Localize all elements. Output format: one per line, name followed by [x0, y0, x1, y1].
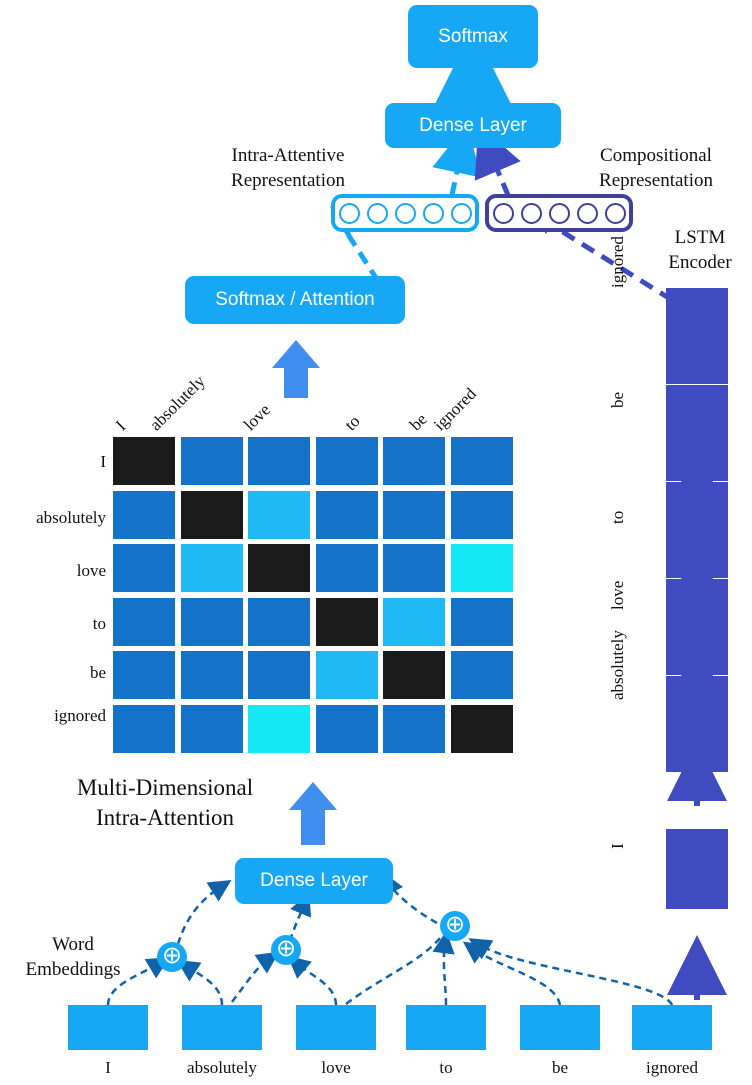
attention-cell-absolutely-love: [248, 491, 310, 539]
capsule-unit: [395, 203, 416, 224]
attention-cell-ignored-to: [316, 705, 378, 753]
embedding-box-ignored[interactable]: [632, 1005, 712, 1050]
matrix-row-label-to: to: [92, 614, 106, 633]
lstm-cell-ignored[interactable]: [666, 288, 728, 384]
attention-cell-absolutely-ignored: [451, 491, 513, 539]
attention-cell-ignored-ignored: [451, 705, 513, 753]
compositional-label: [566, 143, 746, 193]
softmax-top-label: Softmax: [438, 25, 508, 47]
input-word-i: I: [105, 1058, 111, 1077]
dense-bottom-box[interactable]: [235, 858, 393, 904]
intra-attentive-line1: Intra-Attentive: [231, 145, 345, 166]
matrix-col-label-i: I: [111, 416, 130, 435]
embedding-box-be[interactable]: [520, 1005, 600, 1050]
input-word-love: love: [321, 1058, 351, 1077]
lstm-word-label-be: be: [608, 391, 627, 408]
capsule-unit: [493, 203, 514, 224]
attention-cell-to-to: [316, 598, 378, 646]
capsule-unit: [339, 203, 360, 224]
multi-dim-line2: Intra-Attention: [96, 805, 234, 830]
word-embeddings-line1: Word: [52, 934, 94, 955]
softmax-attention-box[interactable]: [185, 276, 405, 324]
attention-cell-be-to: [316, 651, 378, 699]
matrix-col-label-love: love: [239, 400, 274, 435]
attention-cell-to-absolutely: [181, 598, 243, 646]
attention-cell-love-absolutely: [181, 544, 243, 592]
compositional-line1: Compositional: [600, 145, 712, 166]
attention-cell-ignored-be: [383, 705, 445, 753]
softmax-top-box[interactable]: [408, 5, 538, 68]
intra-attentive-line2: Representation: [231, 170, 345, 191]
capsule-unit: [451, 203, 472, 224]
word-embeddings-line2: Embeddings: [25, 959, 121, 980]
attention-cell-love-I: [113, 544, 175, 592]
attention-cell-to-be: [383, 598, 445, 646]
lstm-cell-love[interactable]: [666, 579, 728, 675]
matrix-row-label-absolutely: absolutely: [36, 508, 106, 527]
intra-attentive-label: [198, 143, 378, 193]
capsule-unit: [423, 203, 444, 224]
attention-cell-I-I: [113, 437, 175, 485]
lstm-word-label-absolutely: absolutely: [608, 630, 627, 700]
dense-top-box[interactable]: [385, 103, 561, 148]
embedding-box-i[interactable]: [68, 1005, 148, 1050]
attention-cell-absolutely-I: [113, 491, 175, 539]
intra-attentive-capsule[interactable]: [331, 194, 479, 232]
capsule-unit: [367, 203, 388, 224]
sum-node-1: ⊕: [157, 942, 187, 972]
lstm-word-label-ignored: ignored: [608, 236, 627, 288]
attention-cell-to-love: [248, 598, 310, 646]
attention-cell-to-I: [113, 598, 175, 646]
capsule-unit: [521, 203, 542, 224]
attention-cell-I-absolutely: [181, 437, 243, 485]
matrix-row-label-love: love: [76, 561, 106, 580]
sum-node-2: ⊕: [271, 935, 301, 965]
attention-cell-I-ignored: [451, 437, 513, 485]
matrix-row-label-i: I: [100, 452, 106, 471]
input-word-absolutely: absolutely: [187, 1058, 257, 1077]
lstm-cell-i[interactable]: [666, 829, 728, 909]
embedding-box-to[interactable]: [406, 1005, 486, 1050]
attention-cell-be-ignored: [451, 651, 513, 699]
lstm-cell-absolutely[interactable]: [666, 676, 728, 772]
lstm-word-label-i: I: [608, 843, 627, 849]
attention-cell-I-love: [248, 437, 310, 485]
matrix-row-label-ignored: ignored: [54, 706, 106, 725]
lstm-word-label-to: to: [608, 510, 627, 524]
multi-dimensional-intra-attention-label: [40, 773, 290, 833]
capsule-unit: [605, 203, 626, 224]
matrix-col-label-be: be: [405, 409, 431, 435]
input-word-to: to: [439, 1058, 453, 1077]
lstm-encoder-label: [650, 225, 750, 275]
attention-cell-love-be: [383, 544, 445, 592]
dense-top-label: Dense Layer: [419, 114, 527, 136]
lstm-cell-be[interactable]: [666, 385, 728, 481]
word-embeddings-label: [18, 932, 128, 982]
attention-cell-be-I: [113, 651, 175, 699]
attention-cell-love-love: [248, 544, 310, 592]
lstm-encoder-line1: LSTM: [674, 227, 726, 248]
attention-cell-absolutely-to: [316, 491, 378, 539]
attention-cell-I-be: [383, 437, 445, 485]
lstm-word-label-love: love: [608, 580, 627, 610]
attention-cell-ignored-I: [113, 705, 175, 753]
lstm-encoder-line2: Encoder: [668, 252, 732, 273]
matrix-col-label-ignored: ignored: [429, 384, 481, 435]
capsule-unit: [549, 203, 570, 224]
attention-cell-be-be: [383, 651, 445, 699]
embedding-box-absolutely[interactable]: [182, 1005, 262, 1050]
sum-node-3: ⊕: [440, 911, 470, 941]
lstm-cell-to[interactable]: [666, 482, 728, 578]
input-word-ignored: ignored: [646, 1058, 698, 1077]
attention-cell-love-to: [316, 544, 378, 592]
matrix-col-label-to: to: [340, 411, 364, 435]
capsule-unit: [577, 203, 598, 224]
attention-cell-absolutely-be: [383, 491, 445, 539]
attention-cell-be-absolutely: [181, 651, 243, 699]
multi-dim-line1: Multi-Dimensional: [76, 775, 254, 800]
embedding-box-love[interactable]: [296, 1005, 376, 1050]
attention-matrix[interactable]: [113, 437, 513, 751]
softmax-attention-label: Softmax / Attention: [215, 289, 375, 310]
attention-cell-to-ignored: [451, 598, 513, 646]
input-word-be: be: [551, 1058, 569, 1077]
dense-bottom-label: Dense Layer: [260, 870, 368, 891]
attention-cell-absolutely-absolutely: [181, 491, 243, 539]
matrix-row-label-be: be: [89, 663, 106, 682]
attention-cell-be-love: [248, 651, 310, 699]
attention-cell-I-to: [316, 437, 378, 485]
compositional-line2: Representation: [599, 170, 713, 191]
attention-cell-ignored-love: [248, 705, 310, 753]
attention-cell-love-ignored: [451, 544, 513, 592]
matrix-col-label-absolutely: absolutely: [145, 371, 209, 435]
compositional-capsule[interactable]: [485, 194, 633, 232]
attention-cell-ignored-absolutely: [181, 705, 243, 753]
